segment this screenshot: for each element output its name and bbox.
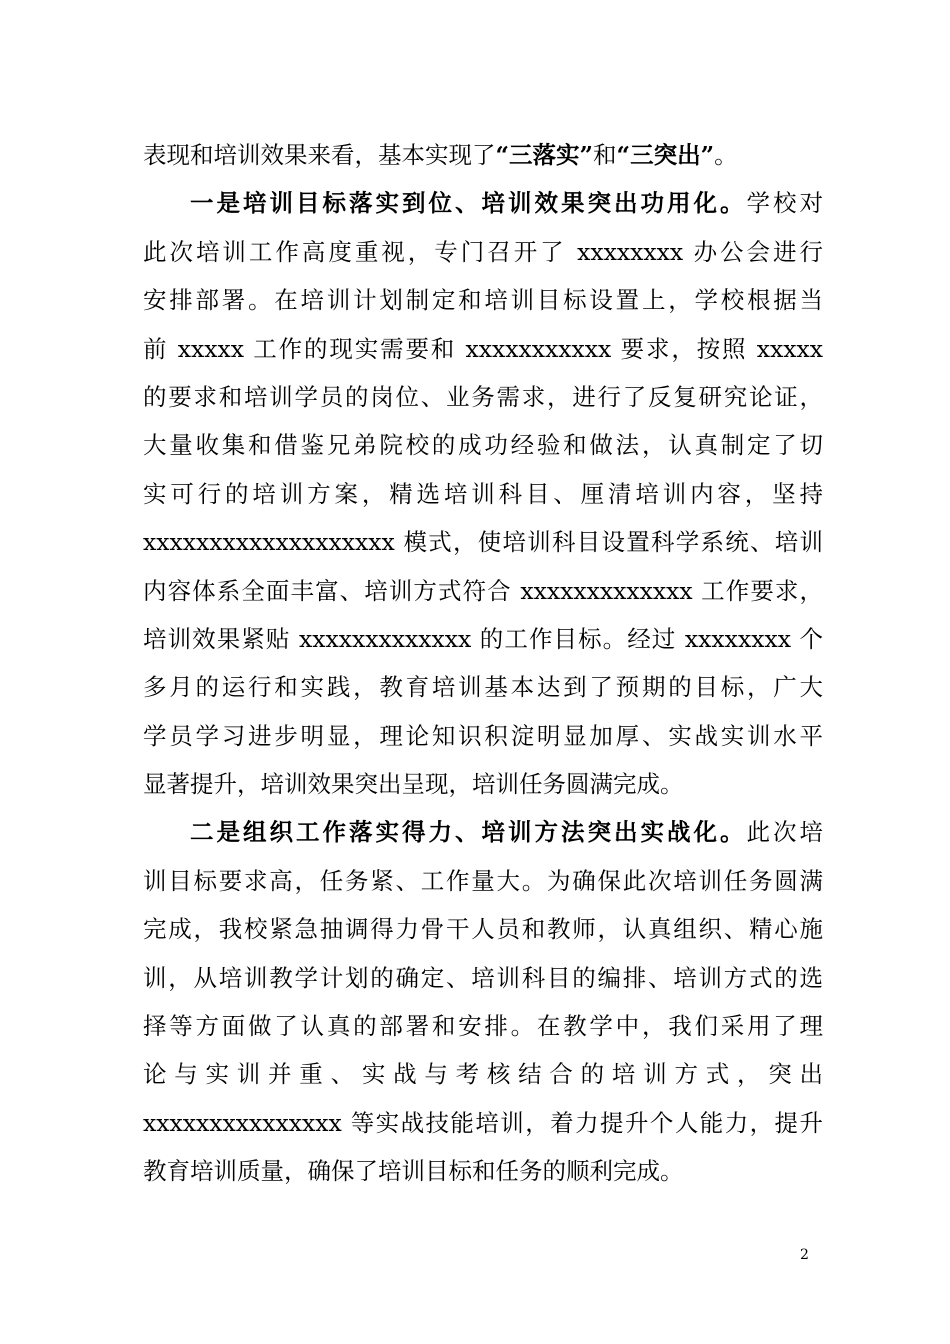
text-line (143, 276, 823, 324)
body-text-segment: 大量收集和借鉴兄弟院校的成功经验和做法，认真制定了切 (143, 431, 823, 460)
text-line (143, 712, 823, 760)
body-text-segment: 此次培 (746, 818, 823, 847)
body-text (143, 131, 823, 1196)
text-line (143, 760, 823, 808)
text-line (143, 1050, 823, 1098)
text-line (143, 325, 823, 373)
bold-heading-text: “三突出” (616, 141, 715, 169)
text-line (143, 663, 823, 711)
body-text-segment: 学员学习进步明显，理论知识积淀明显加厚、实战实训水平 (143, 721, 823, 750)
body-text-segment: xxxxxxxxxxxxxxxxxxx 模式，使培训科目设置科学系统、培训 (143, 528, 823, 557)
bold-heading-text: 二是组织工作落实得力、培训方法突出实战化。 (190, 818, 747, 847)
text-line (143, 1099, 823, 1147)
body-text-segment: 完成，我校紧急抽调得力骨干人员和教师，认真组织、精心施 (143, 915, 823, 944)
body-text-segment: 显著提升，培训效果突出呈现，培训任务圆满完成。 (143, 770, 684, 799)
text-line (143, 470, 823, 518)
body-text-segment: 多月的运行和实践，教育培训基本达到了预期的目标，广大 (143, 673, 823, 702)
body-text-segment: 实可行的培训方案，精选培训科目、厘清培训内容，坚持 (143, 479, 823, 508)
body-text-segment: 训，从培训教学计划的确定、培训科目的编排、培训方式的选 (143, 963, 823, 992)
page-number: 2 (800, 1247, 809, 1263)
body-text-segment: 教育培训质量，确保了培训目标和任务的顺利完成。 (143, 1157, 684, 1186)
text-line (143, 373, 823, 421)
body-text-segment: 表现和培训效果来看，基本实现了 (143, 141, 496, 169)
body-text-segment: 学校对 (746, 189, 823, 218)
text-line (143, 857, 823, 905)
body-text-segment: 安排部署。在培训计划制定和培训目标设置上，学校根据当 (143, 286, 823, 315)
body-text-segment: 内容体系全面丰富、培训方式符合 xxxxxxxxxxxxx 工作要求， (143, 576, 823, 605)
body-text-segment: 论与实训并重、实战与考核结合的培训方式，突出 (143, 1060, 823, 1089)
bold-heading-text: “三落实” (495, 141, 594, 169)
text-line (143, 518, 823, 566)
body-text-segment: 的要求和培训学员的岗位、业务需求，进行了反复研究论证， (143, 382, 823, 411)
body-text-segment: 训目标要求高，任务紧、工作量大。为确保此次培训任务圆满 (143, 866, 823, 895)
body-text-segment: xxxxxxxxxxxxxxx 等实战技能培训，着力提升个人能力，提升 (143, 1108, 823, 1137)
text-line (143, 131, 823, 179)
text-line (143, 615, 823, 663)
text-line (143, 954, 823, 1002)
text-line (143, 228, 823, 276)
paragraph-first-line (143, 808, 823, 856)
body-text-segment: 此次培训工作高度重视，专门召开了 xxxxxxxx 办公会进行 (143, 237, 823, 266)
text-line (143, 905, 823, 953)
body-text-segment: 前 xxxxx 工作的现实需要和 xxxxxxxxxxx 要求，按照 xxxxx (143, 334, 823, 363)
text-line (143, 1147, 823, 1195)
paragraph-first-line (143, 179, 823, 227)
text-line (143, 1002, 823, 1050)
body-text-segment: 培训效果紧贴 xxxxxxxxxxxxx 的工作目标。经过 xxxxxxxx 个 (143, 624, 823, 653)
text-line (143, 421, 823, 469)
body-text-segment: 。 (714, 141, 738, 169)
body-text-segment: 择等方面做了认真的部署和安排。在教学中，我们采用了理 (143, 1012, 823, 1041)
body-text-segment: 和 (593, 141, 617, 169)
text-line (143, 567, 823, 615)
bold-heading-text: 一是培训目标落实到位、培训效果突出功用化。 (190, 189, 747, 218)
